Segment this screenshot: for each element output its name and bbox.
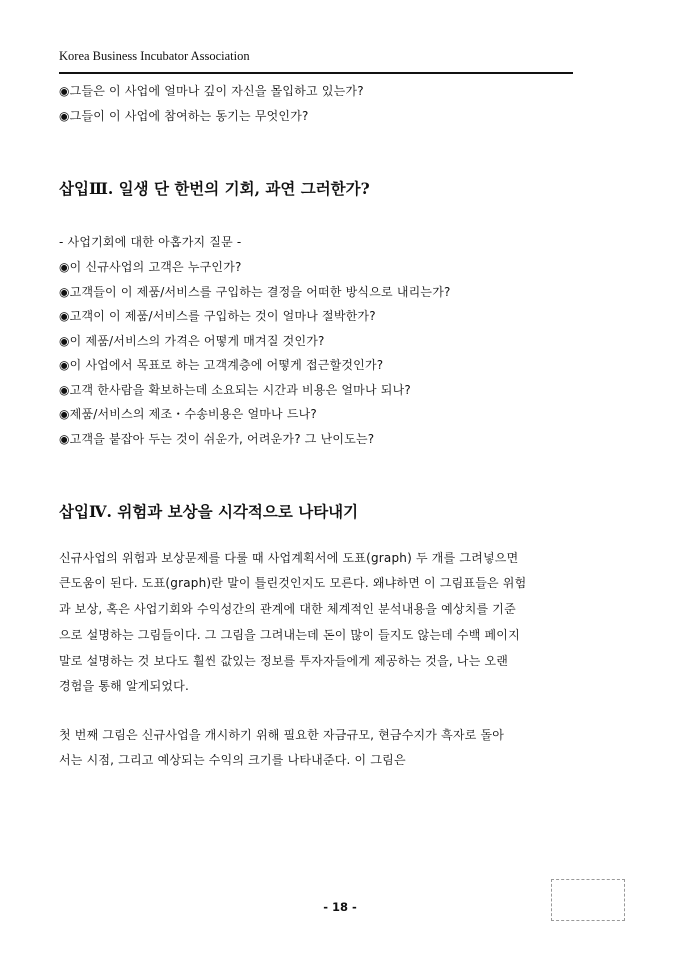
paragraph-line: 으로 설명하는 그림들이다. 그 그림을 그려내는데 돈이 많이 들지도 않는데 수백 페이지 xyxy=(59,628,520,642)
question-line: ◉이 제품/서비스의 가격은 어떻게 매겨질 것인가? xyxy=(59,334,325,348)
question-line: ◉고객들이 이 제품/서비스를 구입하는 결정을 어떠한 방식으로 내리는가? xyxy=(59,285,451,299)
running-header: Korea Business Incubator Association xyxy=(59,49,250,63)
question-line: ◉고객을 붙잡아 두는 것이 쉬운가, 어려운가? 그 난이도는? xyxy=(59,432,375,446)
list-subtitle: - 사업기회에 대한 아홉가지 질문 - xyxy=(59,235,242,249)
paragraph-line: 과 보상, 혹은 사업기회와 수익성간의 관계에 대한 체계적인 분석내용을 예상치를 기준 xyxy=(59,602,516,616)
dashed-placeholder-box xyxy=(551,879,625,921)
page-number: - 18 - xyxy=(323,900,357,914)
question-line: ◉이 신규사업의 고객은 누구인가? xyxy=(59,260,242,274)
header-rule xyxy=(59,72,573,74)
paragraph-line: 큰도움이 된다. 도표(graph)란 말이 틀린것인지도 모른다. 왜냐하면 이 그림표들은 위험 xyxy=(59,576,527,590)
section-title-4: 삽입Ⅳ. 위험과 보상을 시각적으로 나타내기 xyxy=(59,502,359,521)
question-line: ◉고객이 이 제품/서비스를 구입하는 것이 얼마나 절박한가? xyxy=(59,309,376,323)
paragraph-line: 첫 번째 그림은 신규사업을 개시하기 위해 필요한 자금규모, 현금수지가 흑자로 돌아 xyxy=(59,728,505,742)
question-line: ◉제품/서비스의 제조・수송비용은 얼마나 드나? xyxy=(59,407,317,421)
paragraph-line: 경험을 통해 알게되었다. xyxy=(59,679,189,693)
question-line: ◉그들은 이 사업에 얼마나 깊이 자신을 몰입하고 있는가? xyxy=(59,84,364,98)
paragraph-line: 신규사업의 위험과 보상문제를 다룰 때 사업계획서에 도표(graph) 두 개를 그려넣으면 xyxy=(59,551,519,565)
question-line: ◉이 사업에서 목표로 하는 고객계층에 어떻게 접근할것인가? xyxy=(59,358,384,372)
paragraph-line: 말로 설명하는 것 보다도 훨씬 값있는 정보를 투자자들에게 제공하는 것을, 나는 오랜 xyxy=(59,654,509,668)
question-line: ◉고객 한사람을 확보하는데 소요되는 시간과 비용은 얼마나 되나? xyxy=(59,383,411,397)
paragraph-line: 서는 시점, 그리고 예상되는 수익의 크기를 나타내준다. 이 그림은 xyxy=(59,753,406,767)
section-title-3: 삽입Ⅲ. 일생 단 한번의 기회, 과연 그러한가? xyxy=(59,179,370,198)
question-line: ◉그들이 이 사업에 참여하는 동기는 무엇인가? xyxy=(59,109,309,123)
